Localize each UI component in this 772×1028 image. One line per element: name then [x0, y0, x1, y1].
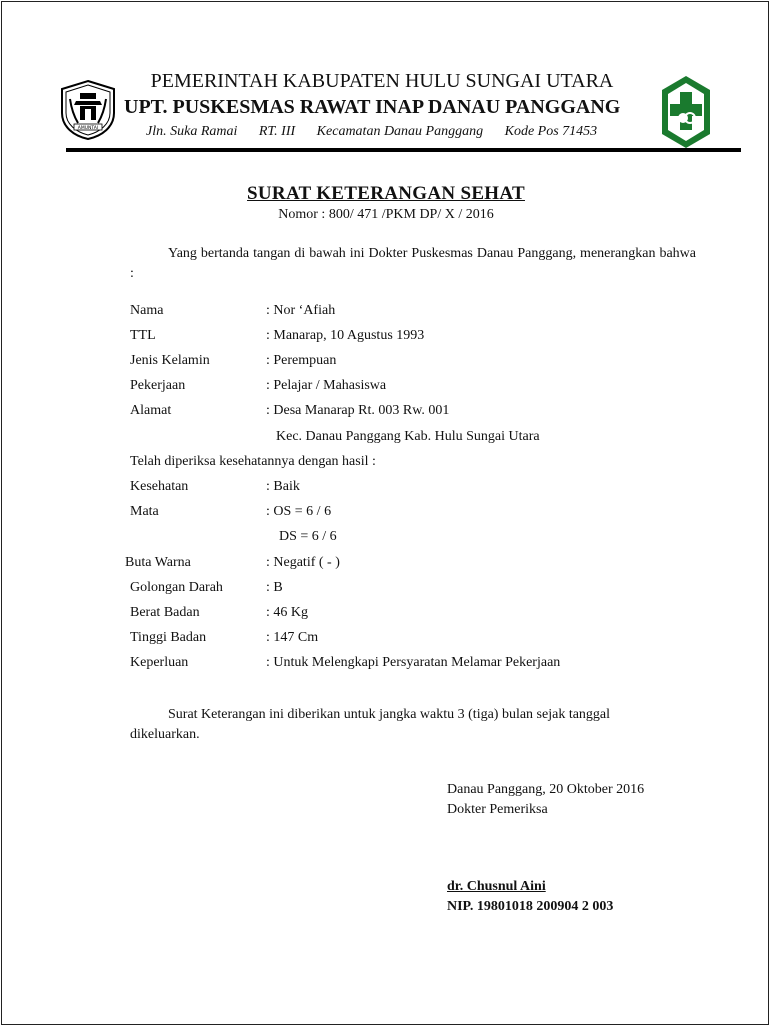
field-label-gender: Jenis Kelamin — [130, 353, 210, 368]
field-value-height: : 147 Cm — [266, 630, 319, 645]
address-street: Jln. Suka Ramai — [146, 124, 238, 139]
exam-intro: Telah diperiksa kesehatannya dengan hasil : — [130, 454, 376, 469]
address-district: Kecamatan Danau Panggang — [316, 124, 484, 139]
signature-name: dr. Chusnul Aini — [447, 879, 546, 894]
address-postcode: Kode Pos 71453 — [504, 124, 598, 139]
signature-nip: NIP. 19801018 200904 2 003 — [447, 899, 614, 914]
page-border — [1, 1, 769, 1025]
field-value-color-blind: : Negatif ( - ) — [266, 555, 340, 570]
field-label-weight: Berat Badan — [130, 605, 200, 620]
letter-number: Nomor : 800/ 471 /PKM DP/ X / 2016 — [278, 207, 494, 222]
letterhead-government: PEMERINTAH KABUPATEN HULU SUNGAI UTARA — [150, 70, 614, 92]
closing-paragraph: Surat Keterangan ini diberikan untuk jangka waktu 3 (tiga) bulan sejak tanggal dikeluarkan. — [130, 707, 611, 742]
intro-paragraph: Yang bertanda tangan di bawah ini Dokter Puskesmas Danau Panggang, menerangkan bahwa : — [130, 246, 696, 281]
emblem-text: AMUNTAI — [77, 126, 99, 131]
field-value-nama: : Nor ‘Afiah — [266, 303, 336, 318]
field-label-height: Tinggi Badan — [130, 630, 207, 645]
field-label-address: Alamat — [130, 403, 172, 418]
field-value-eyes-os: : OS = 6 / 6 — [266, 504, 332, 519]
letterhead-divider — [66, 148, 741, 152]
address-rt: RT. III — [258, 124, 296, 139]
field-value-address-cont: Kec. Danau Panggang Kab. Hulu Sungai Utara — [276, 429, 540, 444]
field-value-eyes-ds: DS = 6 / 6 — [279, 529, 337, 544]
field-label-ttl: TTL — [130, 328, 156, 343]
field-value-gender: : Perempuan — [266, 353, 337, 368]
field-label-eyes: Mata — [130, 504, 159, 519]
field-value-weight: : 46 Kg — [266, 605, 308, 620]
field-value-occupation: : Pelajar / Mahasiswa — [266, 378, 387, 393]
field-label-color-blind: Buta Warna — [125, 555, 191, 570]
letterhead-institution: UPT. PUSKESMAS RAWAT INAP DANAU PANGGANG — [124, 96, 621, 118]
field-label-nama: Nama — [130, 303, 164, 318]
field-value-health: : Baik — [266, 479, 300, 494]
field-value-blood-type: : B — [266, 580, 283, 595]
field-label-purpose: Keperluan — [130, 655, 189, 670]
field-value-address: : Desa Manarap Rt. 003 Rw. 001 — [266, 403, 450, 418]
signature-place-date: Danau Panggang, 20 Oktober 2016 — [447, 782, 645, 797]
field-value-purpose: : Untuk Melengkapi Persyaratan Melamar Pekerjaan — [266, 655, 561, 670]
letter-title: SURAT KETERANGAN SEHAT — [247, 183, 525, 204]
letterhead-address — [146, 124, 615, 140]
field-label-occupation: Pekerjaan — [130, 378, 186, 393]
signature-role: Dokter Pemeriksa — [447, 802, 548, 817]
field-value-ttl: : Manarap, 10 Agustus 1993 — [266, 328, 425, 343]
field-label-health: Kesehatan — [130, 479, 189, 494]
field-label-blood-type: Golongan Darah — [130, 580, 223, 595]
